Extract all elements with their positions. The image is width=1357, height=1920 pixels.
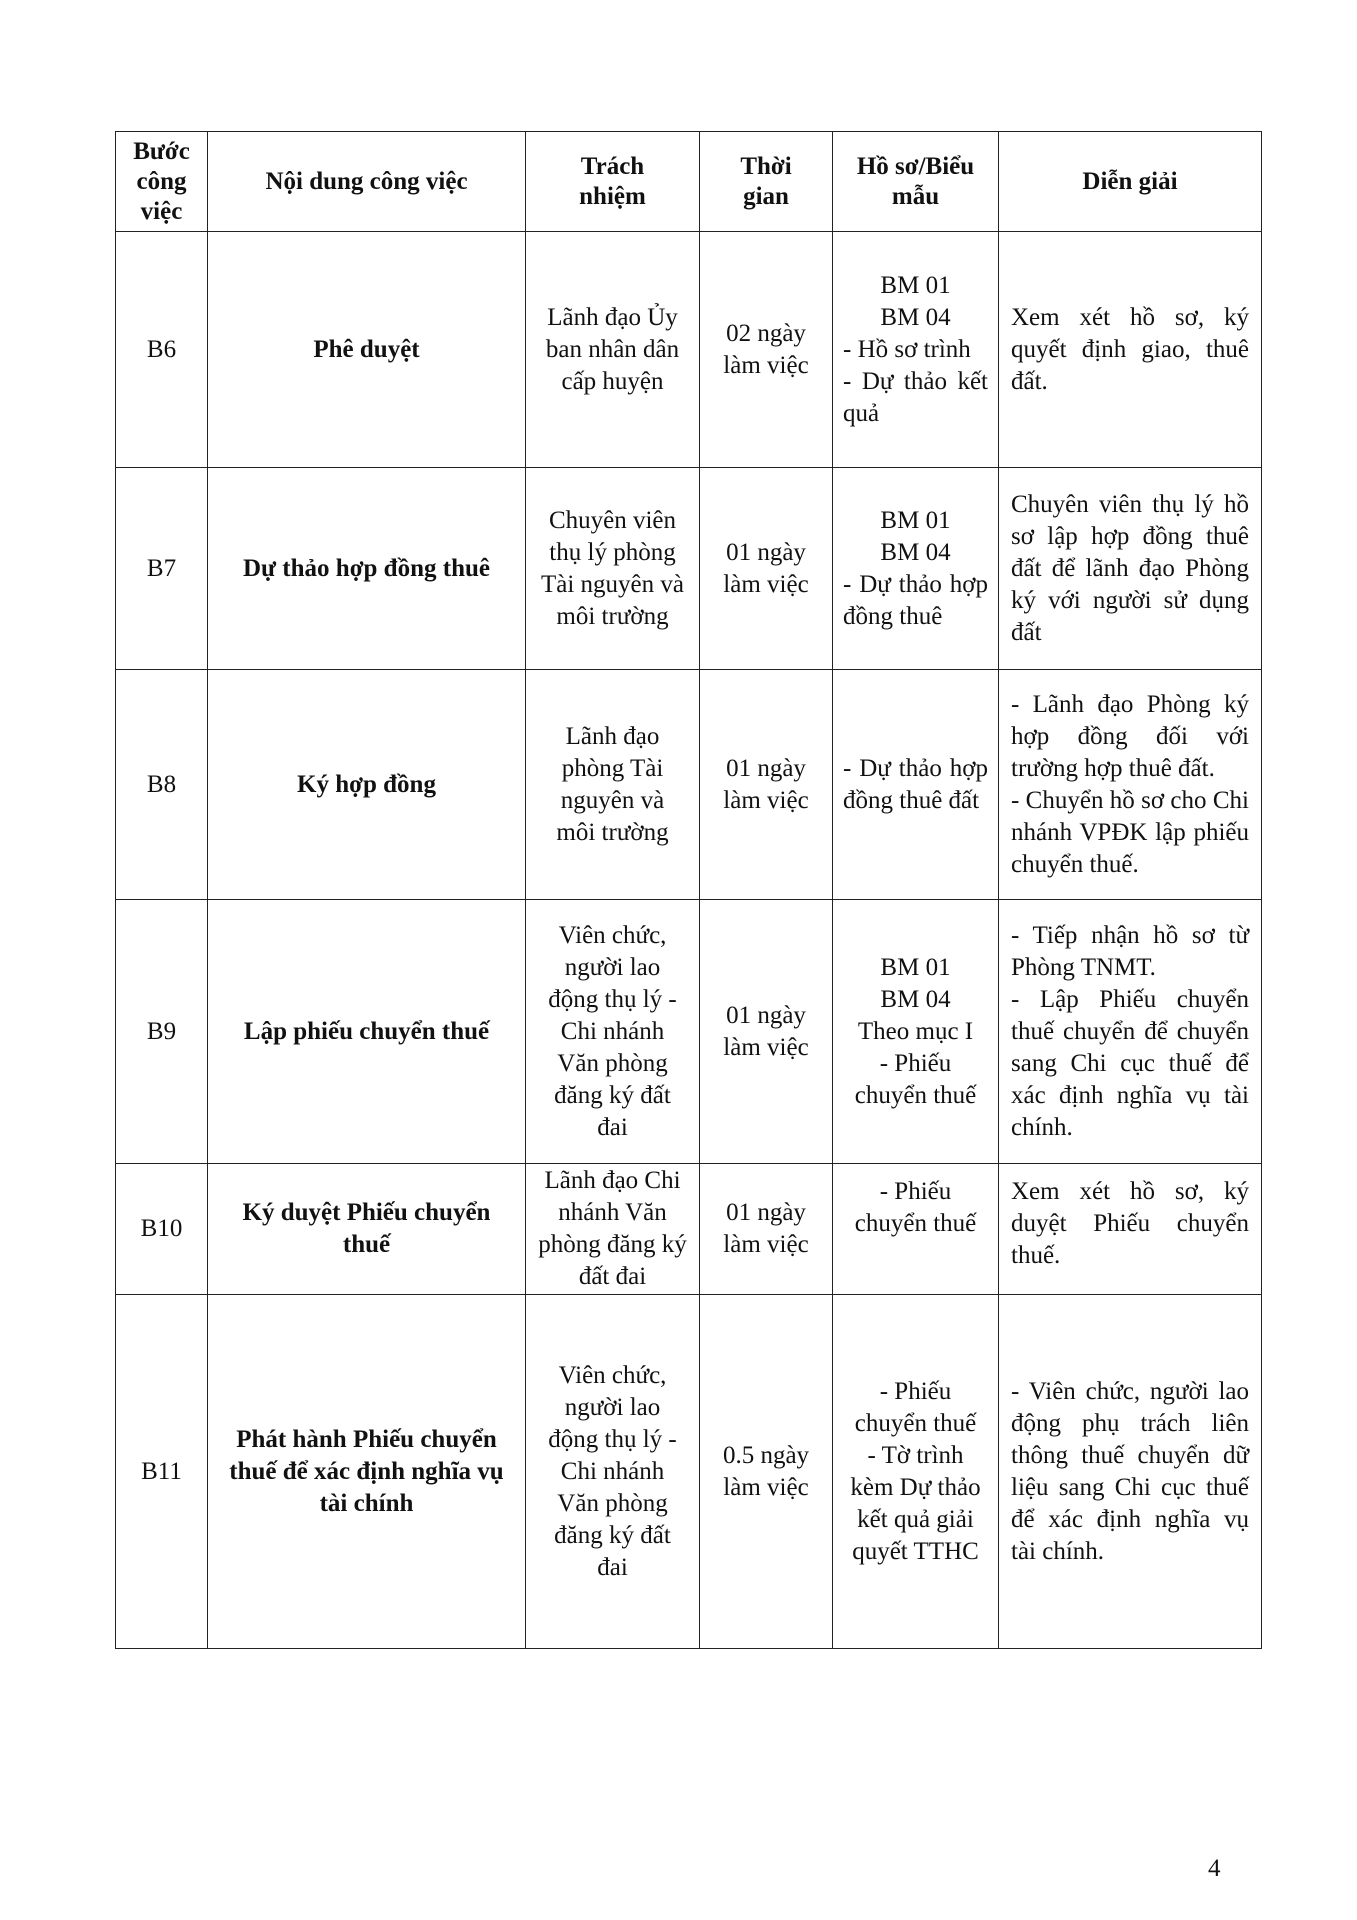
explanation-cell: Xem xét hồ sơ, ký duyệt Phiếu chuyển thuế. — [999, 1164, 1262, 1295]
step-cell: B8 — [116, 670, 208, 900]
step-cell: B9 — [116, 900, 208, 1164]
forms-text: - Dự thảo hợp đồng thuê đất — [843, 754, 988, 814]
forms-cell — [833, 670, 999, 900]
table-row — [116, 1164, 1262, 1295]
content-cell: Phê duyệt — [208, 232, 526, 468]
explanation-cell: - Viên chức, người lao động phụ trách liên thông thuế chuyển dữ liệu sang Chi cục thuế để xác định nghĩa vụ tài chính. — [999, 1295, 1262, 1649]
responsibility-cell: Lãnh đạo Chi nhánh Văn phòng đăng ký đất đai — [526, 1164, 700, 1295]
explanation-cell: - Lãnh đạo Phòng ký hợp đồng đối với trường hợp thuê đất. - Chuyển hồ sơ cho Chi nhánh VPĐK lập phiếu chuyển thuế. — [999, 670, 1262, 900]
time-cell: 01 ngày làm việc — [700, 670, 833, 900]
header-responsibility: Trách nhiệm — [526, 132, 700, 232]
content-cell: Dự thảo hợp đồng thuê — [208, 468, 526, 670]
time-cell: 02 ngày làm việc — [700, 232, 833, 468]
table-header-row — [116, 132, 1262, 232]
step-cell: B6 — [116, 232, 208, 468]
forms-codes: - Phiếu chuyển thuế - Tờ trình kèm Dự thảo kết quả giải quyết TTHC — [850, 1377, 981, 1565]
table-row — [116, 670, 1262, 900]
explanation-cell: Chuyên viên thụ lý hồ sơ lập hợp đồng thuê đất để lãnh đạo Phòng ký với người sử dụng đất — [999, 468, 1262, 670]
explanation-cell: Xem xét hồ sơ, ký quyết định giao, thuê đất. — [999, 232, 1262, 468]
content-cell: Ký duyệt Phiếu chuyển thuế — [208, 1164, 526, 1295]
header-time: Thời gian — [700, 132, 833, 232]
forms-codes: BM 01 BM 04 — [880, 271, 951, 331]
content-cell: Ký hợp đồng — [208, 670, 526, 900]
forms-cell — [833, 900, 999, 1164]
step-cell: B7 — [116, 468, 208, 670]
time-cell: 01 ngày làm việc — [700, 1164, 833, 1295]
table-row — [116, 232, 1262, 468]
time-cell: 0.5 ngày làm việc — [700, 1295, 833, 1649]
page-number: 4 — [1208, 1855, 1221, 1882]
procedure-table — [115, 131, 1262, 1649]
responsibility-cell: Viên chức, người lao động thụ lý - Chi nhánh Văn phòng đăng ký đất đai — [526, 900, 700, 1164]
header-step: Bước công việc — [116, 132, 208, 232]
forms-codes: - Phiếu chuyển thuế — [854, 1178, 977, 1237]
step-cell: B10 — [116, 1164, 208, 1295]
forms-cell — [833, 232, 999, 468]
forms-text: - Dự thảo hợp đồng thuê — [843, 570, 988, 630]
time-cell: 01 ngày làm việc — [700, 468, 833, 670]
responsibility-cell: Lãnh đạo Ủy ban nhân dân cấp huyện — [526, 232, 700, 468]
forms-codes: BM 01 BM 04 Theo mục I - Phiếu chuyển thuế — [854, 953, 977, 1109]
forms-text: - Hồ sơ trình - Dự thảo kết quả — [843, 335, 988, 427]
explanation-cell: - Tiếp nhận hồ sơ từ Phòng TNMT. - Lập Phiếu chuyển thuế chuyển để chuyển sang Chi cục thuế để xác định nghĩa vụ tài chính. — [999, 900, 1262, 1164]
header-content: Nội dung công việc — [208, 132, 526, 232]
content-cell: Lập phiếu chuyển thuế — [208, 900, 526, 1164]
responsibility-cell: Viên chức, người lao động thụ lý - Chi nhánh Văn phòng đăng ký đất đai — [526, 1295, 700, 1649]
header-forms: Hồ sơ/Biểu mẫu — [833, 132, 999, 232]
forms-codes: BM 01 BM 04 — [880, 506, 951, 566]
step-cell: B11 — [116, 1295, 208, 1649]
forms-cell — [833, 1295, 999, 1649]
table-row — [116, 468, 1262, 670]
content-cell: Phát hành Phiếu chuyển thuế để xác định nghĩa vụ tài chính — [208, 1295, 526, 1649]
responsibility-cell: Chuyên viên thụ lý phòng Tài nguyên và môi trường — [526, 468, 700, 670]
table-row — [116, 900, 1262, 1164]
table-row — [116, 1295, 1262, 1649]
forms-cell — [833, 1164, 999, 1295]
time-cell: 01 ngày làm việc — [700, 900, 833, 1164]
forms-cell — [833, 468, 999, 670]
header-explanation: Diễn giải — [999, 132, 1262, 232]
responsibility-cell: Lãnh đạo phòng Tài nguyên và môi trường — [526, 670, 700, 900]
